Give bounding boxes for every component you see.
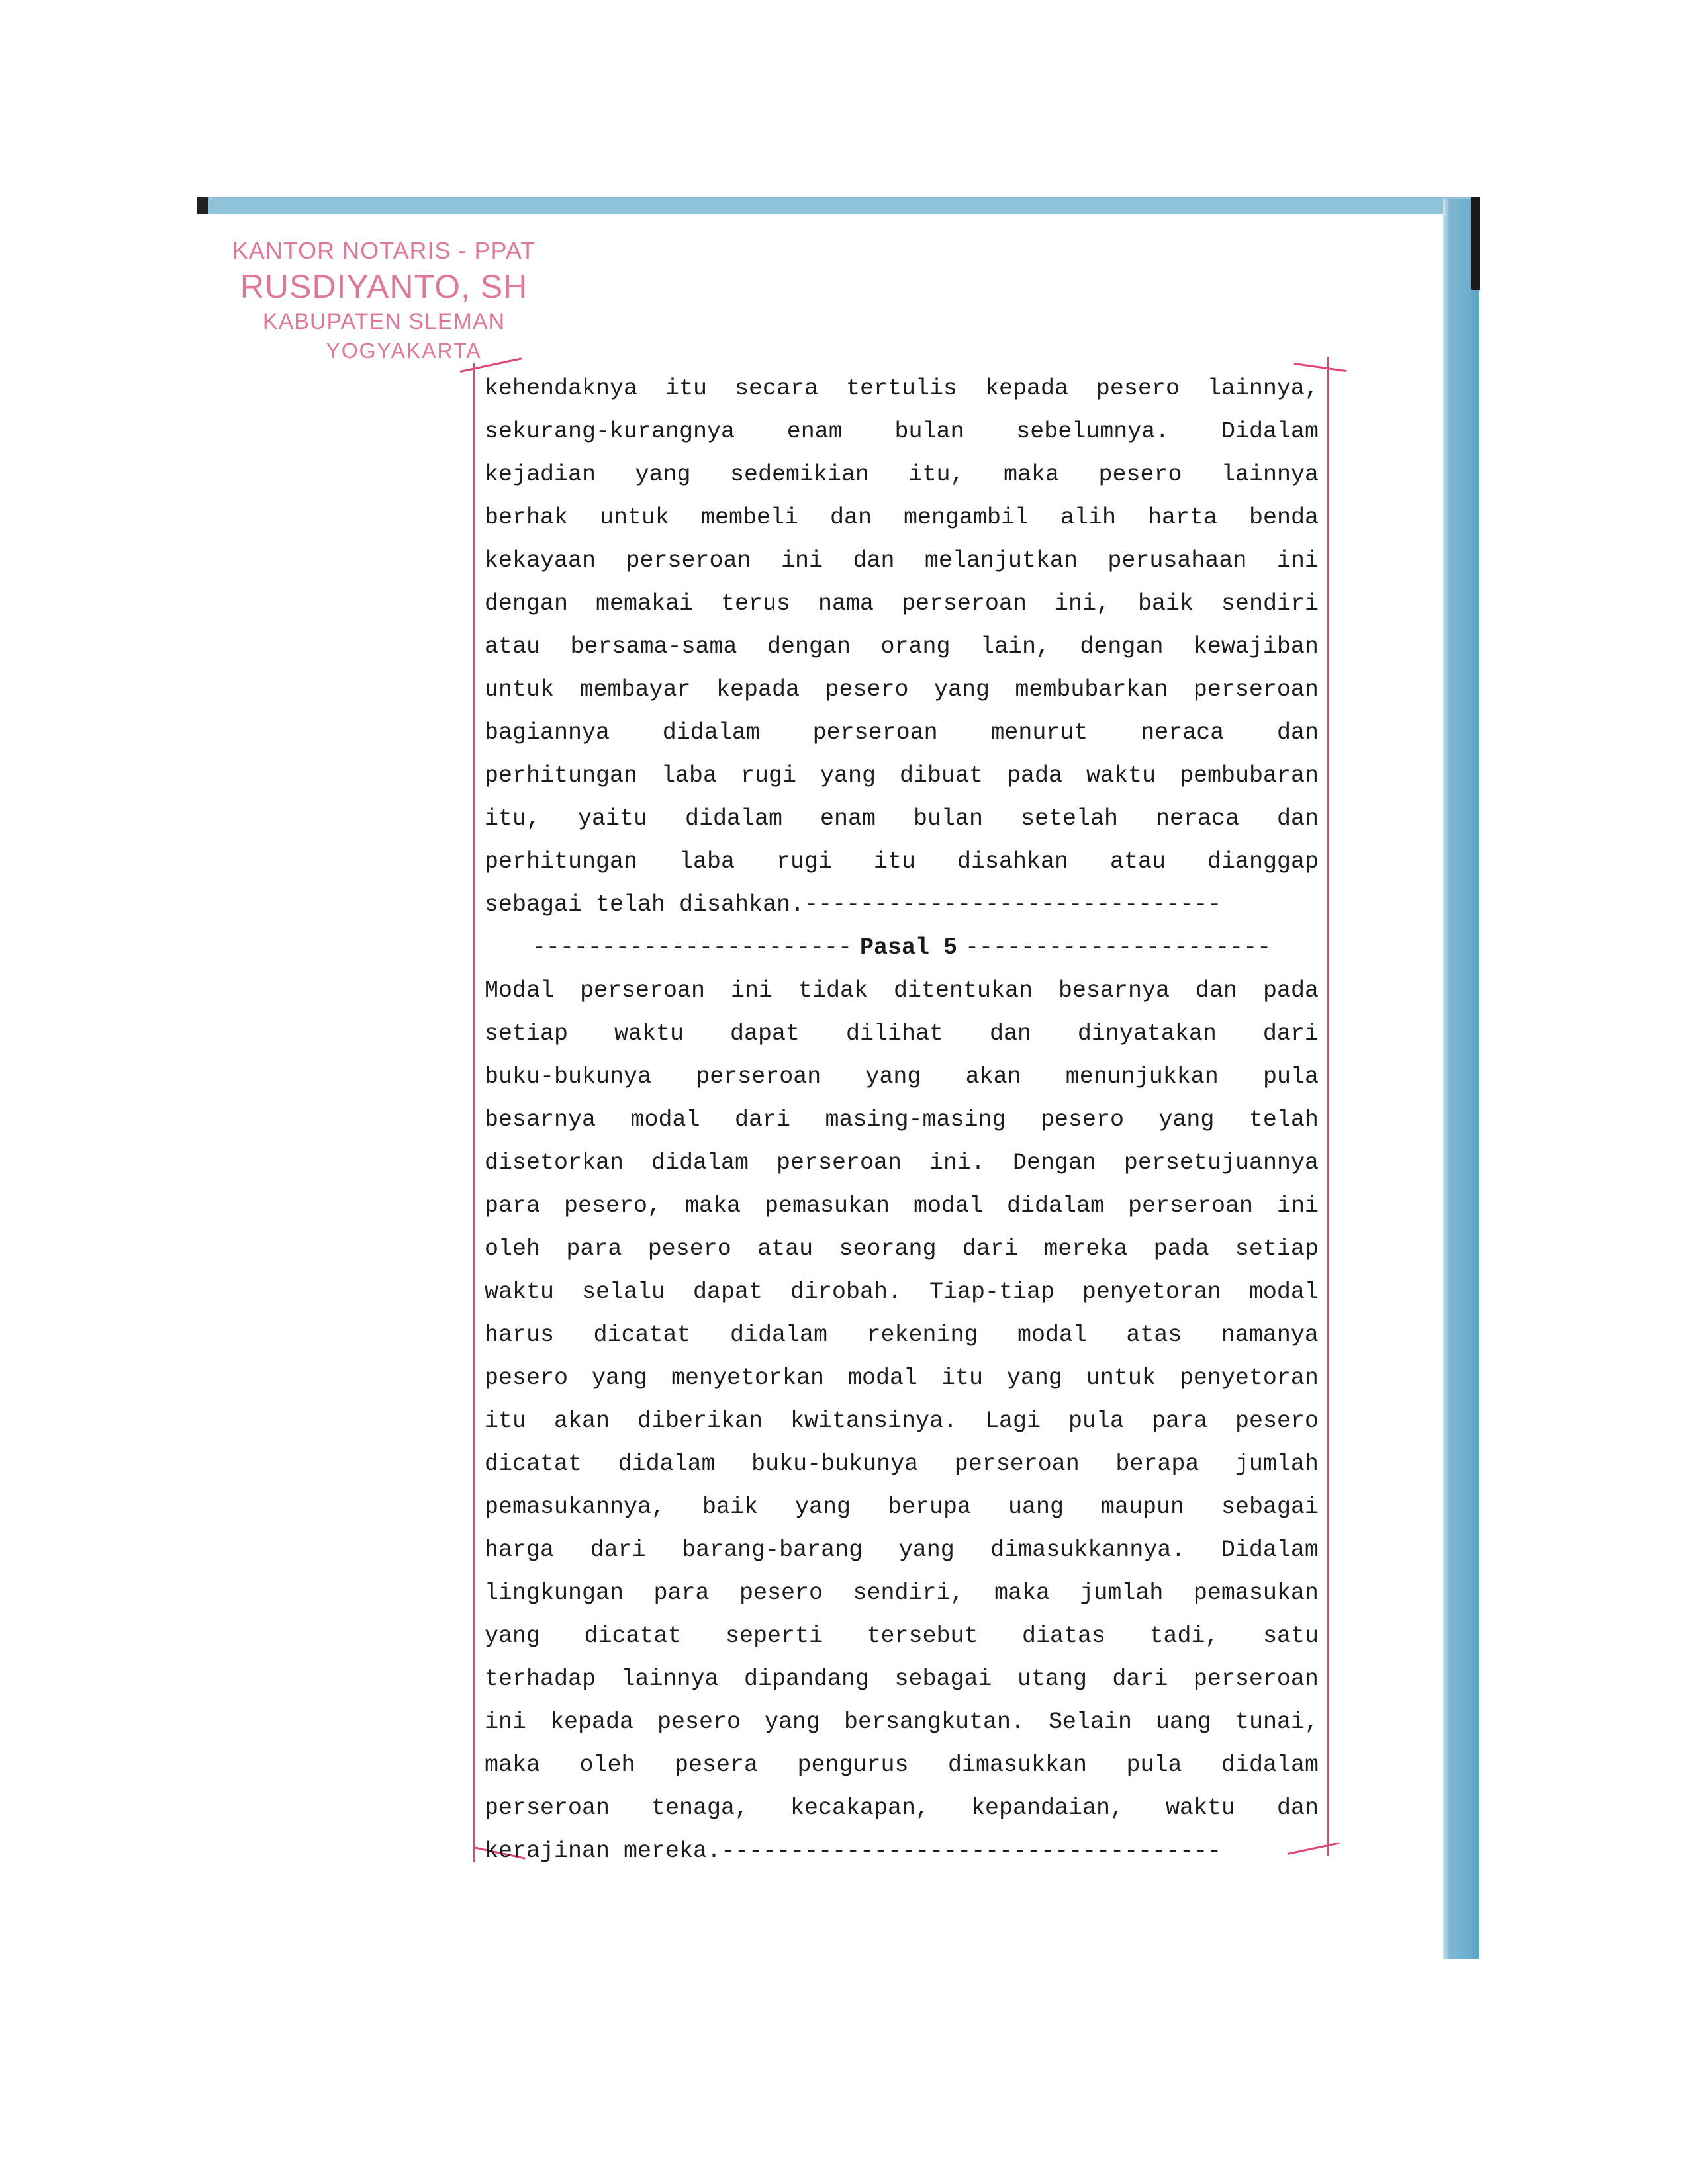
text-line: kehendaknya itu secara tertulis kepada pesero lainnya,	[485, 375, 1319, 402]
text-line: perhitungan laba rugi itu disahkan atau dianggap	[485, 848, 1319, 875]
text-line: setiap waktu dapat dilihat dan dinyatakan dari	[485, 1021, 1319, 1047]
text-line: buku-bukunya perseroan yang akan menunjukkan pula	[485, 1064, 1319, 1090]
text-line: besarnya modal dari masing-masing pesero yang telah	[485, 1107, 1319, 1133]
text-line-last	[485, 1830, 1319, 1873]
text-line: berhak untuk membeli dan mengambil alih harta benda	[485, 504, 1319, 531]
text-line: dicatat didalam buku-bukunya perseroan berapa jumlah	[485, 1451, 1319, 1477]
stamp-office: KANTOR NOTARIS - PPAT	[232, 237, 536, 264]
text-line: waktu selalu dapat dirobah. Tiap-tiap penyetoran modal	[485, 1279, 1319, 1305]
stamp-name: RUSDIYANTO, SH	[240, 268, 528, 305]
text-line: perhitungan laba rugi yang dibuat pada waktu pembubaran	[485, 762, 1319, 789]
text-line: lingkungan para pesero sendiri, maka jumlah pemasukan	[485, 1580, 1319, 1606]
dash-fill: ------------------------------------	[721, 1838, 1222, 1864]
text-line: kekayaan perseroan ini dan melanjutkan perusahaan ini	[485, 547, 1319, 574]
left-margin-rule	[473, 363, 475, 1862]
text-line: Modal perseroan ini tidak ditentukan besarnya dan pada	[485, 978, 1319, 1004]
text-line: itu, yaitu didalam enam bulan setelah neraca dan	[485, 805, 1319, 832]
text-line: pemasukannya, baik yang berupa uang maupun sebagai	[485, 1494, 1319, 1520]
text-line: terhadap lainnya dipandang sebagai utang dari perseroan	[485, 1666, 1319, 1692]
folder-right-edge	[1443, 199, 1479, 1959]
text-line: bagiannya didalam perseroan menurut neraca dan	[485, 719, 1319, 746]
text-line: disetorkan didalam perseroan ini. Dengan persetujuannya	[485, 1150, 1319, 1176]
text-line: sekurang-kurangnya enam bulan sebelumnya. Didalam	[485, 418, 1319, 445]
text-line: harga dari barang-barang yang dimasukkannya. Didalam	[485, 1537, 1319, 1563]
right-margin-rule	[1327, 357, 1329, 1856]
text-line-content: kerajinan mereka.	[485, 1838, 722, 1864]
text-line: harus dicatat didalam rekening modal atas namanya	[485, 1322, 1319, 1348]
text-line: dengan memakai terus nama perseroan ini, baik sendiri	[485, 590, 1319, 617]
notary-stamp	[218, 235, 549, 365]
stamp-regency: KABUPATEN SLEMAN	[262, 309, 506, 334]
text-line: itu akan diberikan kwitansinya. Lagi pula para pesero	[485, 1408, 1319, 1434]
text-line: para pesero, maka pemasukan modal didalam perseroan ini	[485, 1193, 1319, 1219]
text-line: atau bersama-sama dengan orang lain, dengan kewajiban	[485, 633, 1319, 660]
text-line: pesero yang menyetorkan modal itu yang untuk penyetoran	[485, 1365, 1319, 1391]
deed-text	[485, 367, 1319, 1873]
heading-title: Pasal 5	[859, 934, 958, 961]
folder-top-edge	[197, 197, 1478, 214]
text-line: yang dicatat seperti tersebut diatas tadi, satu	[485, 1623, 1319, 1649]
stamp-city: YOGYAKARTA	[326, 339, 482, 363]
dash-fill: ------------------------------	[804, 891, 1222, 918]
text-line: untuk membayar kepada pesero yang membubarkan perseroan	[485, 676, 1319, 703]
heading-dashes-left: -----------------------	[532, 934, 852, 961]
folder-corner	[197, 197, 208, 214]
text-line: perseroan tenaga, kecakapan, kepandaian, waktu dan	[485, 1795, 1319, 1821]
text-line: kejadian yang sedemikian itu, maka pesero lainnya	[485, 461, 1319, 488]
heading-dashes-right: ----------------------	[965, 934, 1272, 961]
text-line-last	[485, 884, 1319, 927]
text-line: maka oleh pesera pengurus dimasukkan pula didalam	[485, 1752, 1319, 1778]
article-heading	[485, 927, 1319, 970]
text-line-content: sebagai telah disahkan.	[485, 891, 805, 918]
text-line: ini kepada pesero yang bersangkutan. Selain uang tunai,	[485, 1709, 1319, 1735]
folder-corner-right	[1471, 197, 1480, 290]
text-line: oleh para pesero atau seorang dari mereka pada setiap	[485, 1236, 1319, 1262]
